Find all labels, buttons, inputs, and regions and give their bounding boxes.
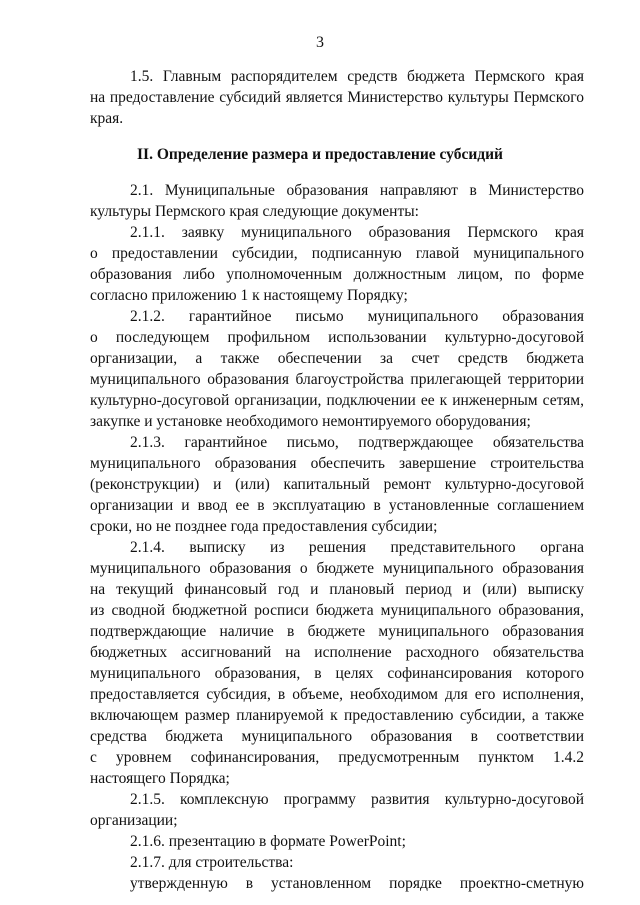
text-line: настоящего Порядка;: [90, 770, 230, 787]
text-line: 2.1.5. комплексную программу развития культурно-досуговой: [130, 791, 584, 808]
text-line: предоставляется субсидия, в объеме, необходимом для его исполнения,: [90, 686, 584, 703]
text-line: с уровнем софинансирования, предусмотренным пунктом 1.4.2: [90, 749, 584, 766]
text-line: культурно-досуговой организации, подключении ее к инженерным сетям,: [90, 392, 584, 409]
text-line: о предоставлении субсидии, подписанную главой муниципального: [90, 245, 584, 262]
text-line: муниципального образования о бюджете муниципального образования: [90, 560, 584, 577]
text-line: согласно приложению 1 к настоящему Порядку;: [90, 287, 408, 304]
text-line: средства бюджета муниципального образования в соответствии: [90, 728, 584, 745]
text-line: 2.1.4. выписку из решения представительного органа: [130, 539, 584, 556]
text-line: из сводной бюджетной росписи бюджета муниципального образования,: [90, 602, 584, 619]
page-number: 3: [316, 34, 324, 51]
text-line: включающем размер планируемой к предоставлению субсидии, а также: [90, 707, 584, 724]
text-line: на предоставление субсидий является Министерство культуры Пермского: [90, 89, 584, 106]
text-line: края.: [90, 110, 124, 127]
text-line: 2.1.1. заявку муниципального образования Пермского края: [130, 224, 584, 241]
text-line: (реконструкции) и (или) капитальный ремонт культурно-досуговой: [90, 476, 584, 493]
text-line: на текущий финансовый год и плановый период и (или) выписку: [90, 581, 584, 598]
text-line: бюджетных ассигнований на исполнение расходного обязательства: [90, 644, 584, 661]
text-line: о последующем профильном использовании культурно-досуговой: [90, 329, 584, 346]
text-line: культуры Пермского края следующие документы:: [90, 203, 419, 220]
text-line: образования либо уполномоченным должностным лицом, по форме: [90, 266, 584, 283]
text-line: организации и ввод ее в эксплуатацию в установленные соглашением: [90, 497, 584, 514]
text-line: сроки, но не позднее года предоставления субсидии;: [90, 518, 438, 535]
text-line: утвержденную в установленном порядке проектно-сметную: [130, 875, 584, 892]
text-line: организации, а также обеспечении за счет средств бюджета: [90, 350, 584, 367]
text-line: 1.5. Главным распорядителем средств бюджета Пермского края: [130, 68, 584, 85]
text-line: муниципального образования благоустройства прилегающей территории: [90, 371, 584, 388]
text-line: 2.1. Муниципальные образования направляют в Министерство: [130, 182, 584, 199]
section-heading: II. Определение размера и предоставление субсидий: [137, 146, 503, 163]
text-line: закупке и установке необходимого немонтируемого оборудования;: [90, 413, 531, 430]
text-line: организации;: [90, 812, 178, 829]
text-line: муниципального образования, в целях софинансирования которого: [90, 665, 584, 682]
text-line: муниципального образования обеспечить завершение строительства: [90, 455, 584, 472]
text-line: 2.1.7. для строительства:: [130, 854, 294, 871]
text-line: 2.1.3. гарантийное письмо, подтверждающее обязательства: [130, 434, 584, 451]
text-line: 2.1.2. гарантийное письмо муниципального образования: [130, 308, 584, 325]
text-line: подтверждающие наличие в бюджете муниципального образования: [90, 623, 584, 640]
text-line: 2.1.6. презентацию в формате PowerPoint;: [130, 833, 406, 850]
